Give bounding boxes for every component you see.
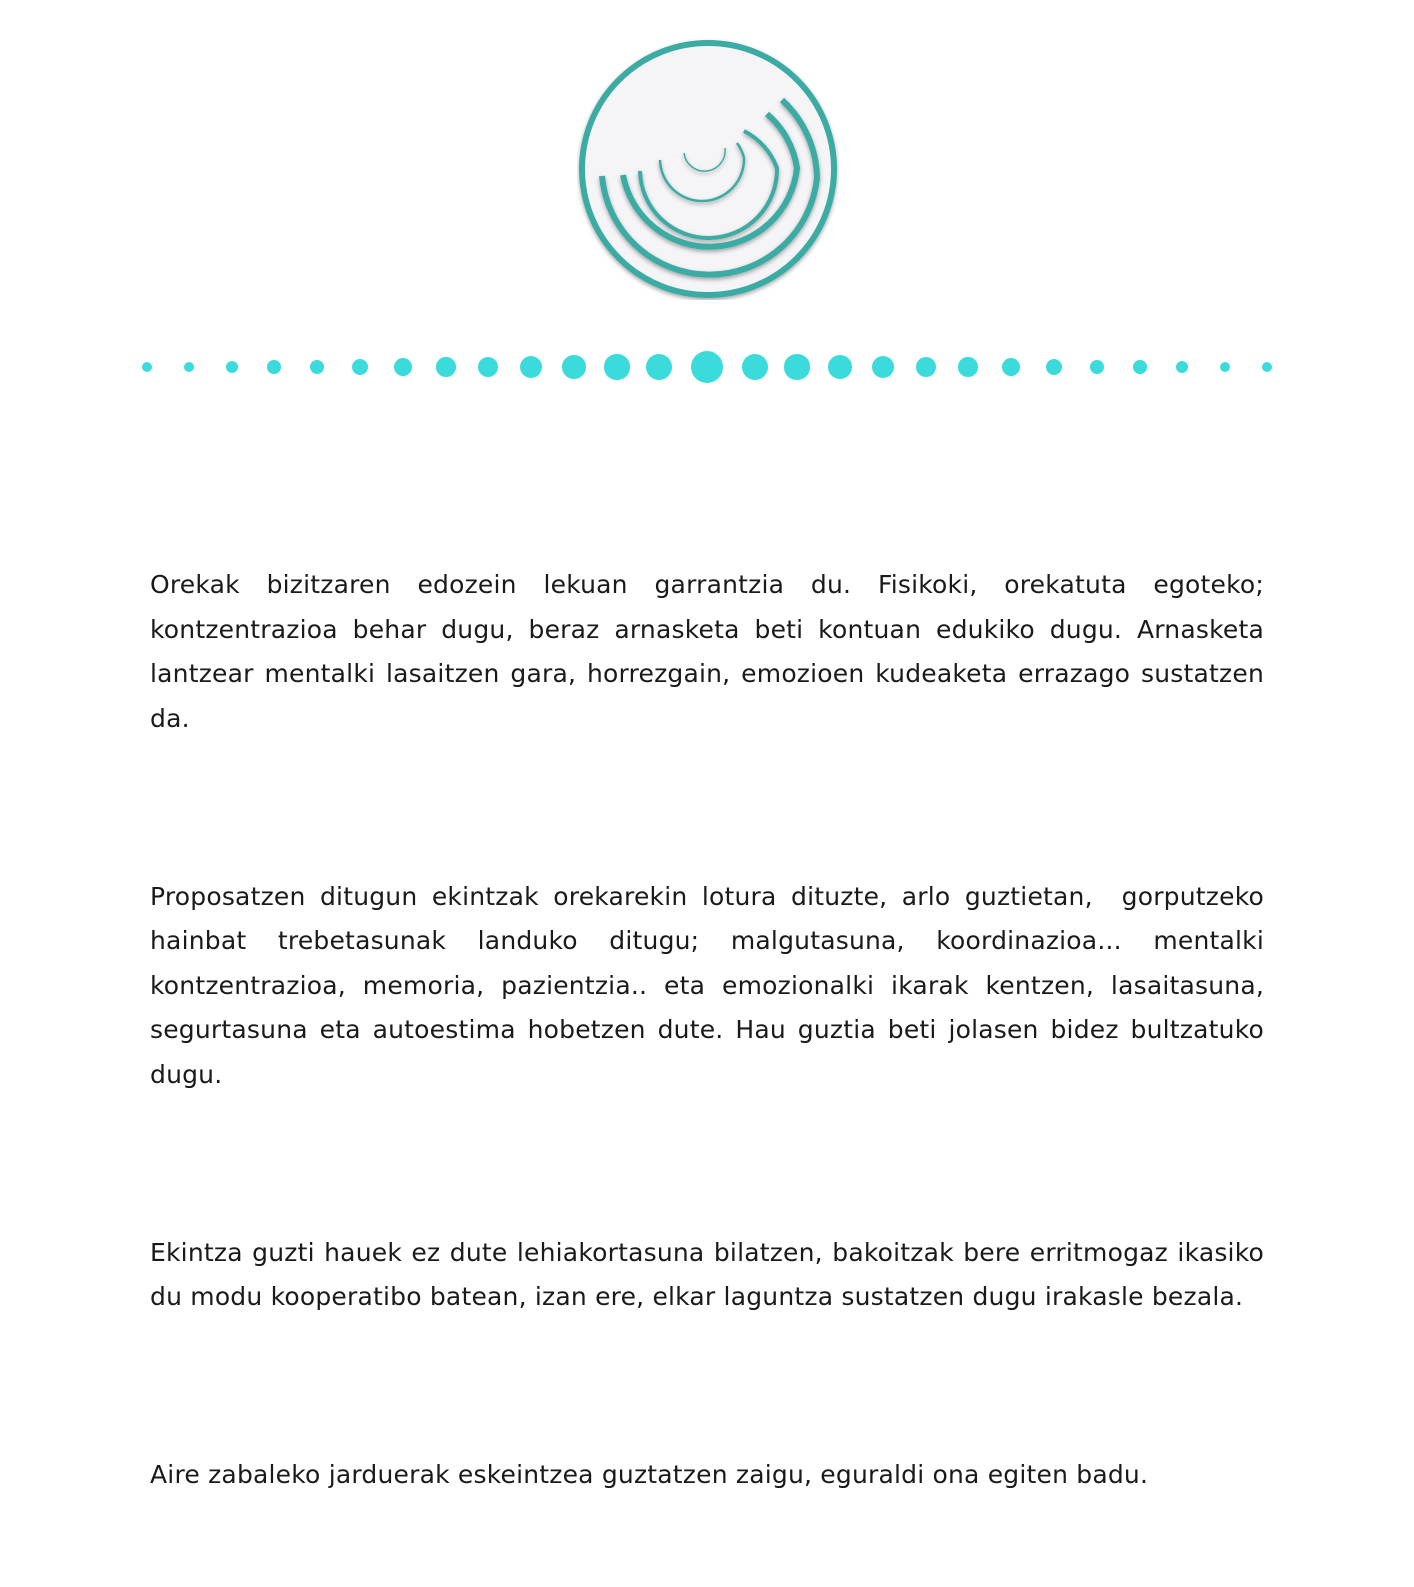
divider-dot [1002,358,1020,376]
divider-dot [1090,360,1105,375]
divider-dot [784,354,809,379]
divider-dot [691,351,723,383]
divider-dot [1220,362,1231,373]
divider-dot [352,359,368,375]
divider-dot [1262,362,1272,372]
divider-dot [1046,359,1062,375]
divider-dot [310,360,325,375]
divider-dot [916,357,937,378]
divider-dot [184,362,195,373]
divider-dot [267,360,281,374]
paragraph-cooperation: Ekintza guzti hauek ez dute lehiakortasuna bilatzen, bakoitzak bere erritmogaz ikasiko du modu kooperatibo batean, izan ere, elkar laguntza sustatzen dugu irakasle bezala. [150,1237,1273,1311]
divider-dot [872,356,894,378]
divider-dot [958,357,977,376]
divider-dot [394,358,412,376]
divider-dot [478,357,499,378]
description-text [150,474,1273,1587]
divider-dot [828,355,852,379]
paragraph-outdoor: Aire zabaleko jarduerak eskeintzea guztatzen zaigu, eguraldi ona egiten badu. [150,1460,1149,1489]
decorative-dot-divider [0,340,1414,394]
divider-dot [604,354,629,379]
divider-dot [226,361,238,373]
divider-dot [742,354,769,381]
spiral-logo-icon [577,38,839,300]
divider-dot [562,355,586,379]
divider-dot [1176,361,1188,373]
divider-dot [436,357,455,376]
divider-dot [1133,360,1147,374]
divider-dot [520,356,542,378]
divider-dot [142,362,152,372]
paragraph-balance: Orekak bizitzaren edozein lekuan garrantzia du. Fisikoki, orekatuta egoteko; kontzentrazioa behar dugu, beraz arnasketa beti kontuan edukiko dugu. Arnasketa lantzear mentalki lasaitzen gara, horrezgain, emozioen kudeaketa errazago sustatzen da. [150,570,1273,733]
divider-dot [646,354,673,381]
paragraph-activities: Proposatzen ditugun ekintzak orekarekin lotura dituzte, arlo guztietan, gorputzeko hainbat trebetasunak landuko ditugu; malgutasuna, koordinazioa... mentalki kontzentrazioa, memoria, pazientzia.. eta emozionalki ikarak kentzen, lasaitasuna, segurtasuna eta autoestima hobetzen dute. Hau guztia beti jolasen bidez bultzatuko dugu. [150,881,1273,1089]
